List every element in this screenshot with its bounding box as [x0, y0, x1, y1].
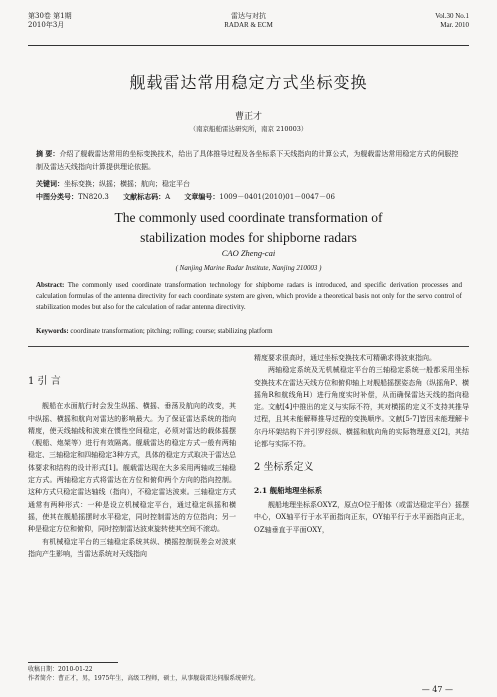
- paper-title-cn: 舰载雷达常用稳定方式坐标变换: [129, 73, 368, 92]
- left-column: [28, 352, 236, 560]
- received-date: 收稿日期：2010-01-22: [28, 666, 93, 673]
- keywords-en: [36, 326, 462, 337]
- abstract-en-text: The commonly used coordinate transformation technology for shipborne radars is introduced, and specific derivation processes and calculation formulas of the antenna directivity for each coordinate system are given, which provide a theoretical basis not only for the servo control of stabilization modes but also for the calculation of radar antenna directivity.: [36, 281, 462, 312]
- journal-volume: 第30卷 第1期: [28, 12, 72, 20]
- doc-code-label: 文献标志码：: [123, 192, 166, 201]
- doc-code-value: A: [165, 193, 171, 201]
- paper-title-en: [0, 208, 497, 248]
- author-bio: 作者简介：曹正才，男，1975年生，高级工程师，硕士，从事舰载雷达伺服系统研究。: [28, 675, 260, 682]
- intro-paragraph-3: 精度要求很高时，通过坐标变换技术可精确求得波束指向。: [254, 354, 436, 362]
- author-en: CAO Zheng-cai: [221, 248, 276, 258]
- abstract-divider: [28, 346, 469, 347]
- journal-vol-en: Vol.30 No.1: [435, 12, 469, 20]
- article-no-label: 文章编号：: [184, 192, 220, 201]
- abstract-cn: [36, 148, 461, 173]
- journal-date: 2010年3月: [28, 21, 65, 29]
- clc-label: 中图分类号：: [36, 192, 78, 201]
- abstract-cn-label: 摘 要：: [36, 149, 60, 158]
- journal-name-en: RADAR & ECM: [224, 21, 273, 29]
- page-number: — 47 —: [421, 685, 453, 694]
- intro-paragraph-4: 两轴稳定系统及无机械稳定平台的三轴稳定系统一般都采用坐标变换技术在雷达天线方位和俯仰轴上对舰船摇摆姿态角（纵摇角P、横摇角R和航线角H）进行角度实时补偿，从而确保雷达天线的指向稳定。文献[4]中推出的定义与实际不符，其对横摇的定义不支持其推导过程，且其未能解释推导过程的变换顺序。文献[5-7]皆因未能理解卡尔丹坏架结构下并引罗经纵、横摇和航向角的实际物理意义[2]，其结论都与实际不符。: [254, 366, 469, 449]
- subsection-2-1-title: 2.1 舰船地理坐标系: [254, 485, 323, 495]
- keywords-en-text: coordinate transformation; pitching; rolling; course; stabilizing platform: [68, 327, 273, 335]
- section-2-title: 2 坐标系定义: [254, 462, 314, 474]
- journal-date-en: Mar. 2010: [440, 21, 469, 29]
- clc-value: TN820.3: [78, 193, 109, 201]
- title-en-line2: stabilization modes for shipborne radars: [140, 230, 357, 245]
- keywords-en-label: Keywords:: [36, 327, 69, 335]
- keywords-cn: [36, 178, 461, 191]
- header-center: [0, 12, 497, 30]
- abstract-cn-text: 介绍了舰载雷达常用的坐标变换技术，给出了具体推导过程及各坐标系下天线指向的计算公式，为舰载雷达常用稳定方式的伺服控制及雷达天线指向计算提供理论依据。: [36, 150, 459, 171]
- abstract-en: [36, 280, 462, 314]
- intro-paragraph-2: 有机械稳定平台的三轴稳定系统其纵、横摇控制误差会对波束指向产生影响，当雷达系统对天线指向: [28, 537, 236, 558]
- footnote-divider: [28, 662, 118, 663]
- right-column: [254, 352, 469, 536]
- article-no-value: 1009－0401(2010)01－0047－06: [219, 193, 335, 201]
- header-divider: [28, 45, 469, 46]
- journal-name-cn: 雷达与对抗: [231, 12, 266, 20]
- affiliation-cn: （南京船舶雷达研究所，南京 210003）: [189, 125, 308, 133]
- abstract-en-label: Abstract:: [36, 281, 65, 289]
- footnote: [28, 665, 259, 683]
- author-cn: 曹正才: [234, 112, 262, 122]
- keywords-cn-text: 坐标变换；纵摇；横摇；航向；稳定平台: [64, 180, 190, 188]
- subsection-2-1-text: 舰船地理坐标系OXYZ，原点O位于船体（或雷达稳定平台）摇摆中心，OX轴平行于水平面指向正东，OY轴平行于水平面指向正北，OZ轴垂直于平面OXY，: [254, 500, 469, 534]
- classification-line: [36, 191, 461, 204]
- keywords-cn-label: 关键词：: [36, 179, 64, 188]
- section-1-title: 1 引 言: [28, 376, 61, 387]
- affiliation-en: ( Nanjing Marine Radar Institute, Nanjing 210003 ): [175, 264, 322, 272]
- header-right: [435, 12, 469, 30]
- intro-paragraph-1: 舰船在水面航行时会发生纵摇、横摇、垂荡及航向的改变，其中纵摇、横摇和航向对雷达的影响最大。为了保证雷达系统的指向精度，使天线轴线和波束在惯性空间稳定，必须对雷达的载体摇摆（舰船、炮架等）进行有效隔离。舰载雷达的稳定方式一般有两轴稳定、三轴稳定和四轴稳定3种方式，具体的稳定方式取决于雷达总体要求和结构的设计形式[1]。舰载雷达现在大多采用两轴或三轴稳定方式。两轴稳定方式将雷达在方位和俯仰两个方向的指向控制。这种方式只稳定雷达轴线（指向），不稳定雷达波束。三轴稳定方式通常有两种形式：一种是设立机械稳定平台，通过稳定纵摇和横摇，使其在舰船摇摆时水平稳定，同时控制雷达的方位指向；另一种是稳定方位和俯仰，同时控制雷达波束旋转使其空间不滚动。: [28, 402, 236, 534]
- title-en-line1: The commonly used coordinate transformation of: [114, 210, 383, 225]
